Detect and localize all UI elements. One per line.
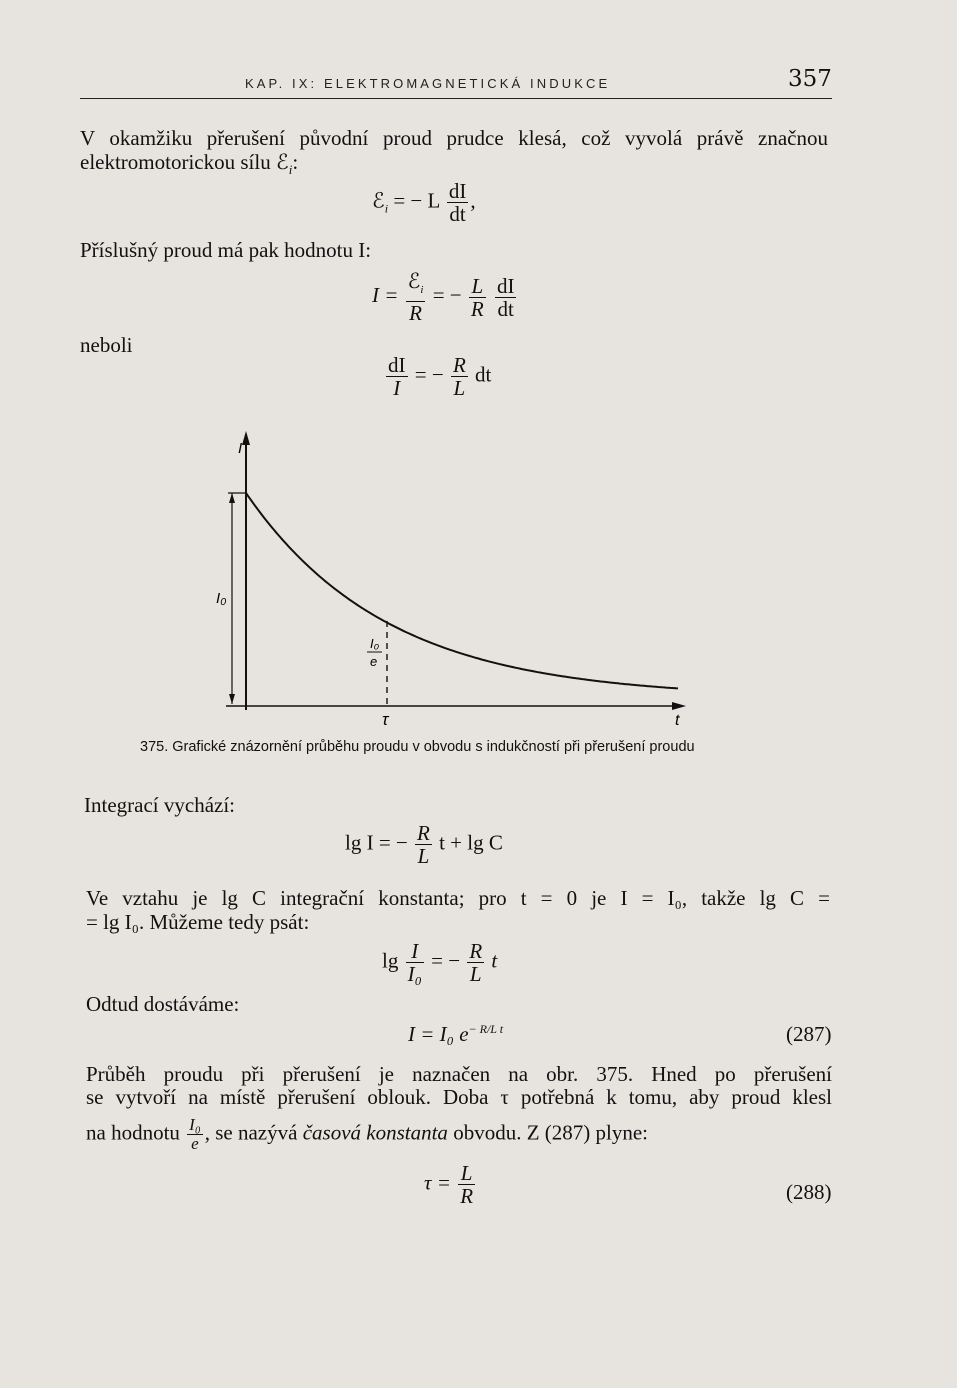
paragraph-line: Průběh proudu při přerušení je naznačen na obr. 375. Hned po přerušení [86, 1062, 832, 1086]
exponent: − R/L t [468, 1022, 504, 1036]
i0-label: I₀ [216, 590, 227, 607]
equation-emf [372, 180, 476, 225]
dimension-arrow-down [229, 694, 235, 704]
fraction [495, 275, 517, 320]
math-rel: = − [432, 282, 462, 307]
text-run: na hodnotu [86, 1120, 180, 1145]
dimension-arrow-up [229, 493, 235, 503]
numerator: ℰ$_i$ [406, 270, 426, 302]
equation-log [345, 822, 503, 867]
text-run: obvodu. Z (287) plyne: [453, 1120, 648, 1145]
header-rule [80, 98, 832, 99]
equation-number: (287) [786, 1022, 832, 1046]
fraction [447, 180, 469, 225]
paragraph-line: Integrací vychází: [84, 793, 235, 817]
numerator: dI [496, 273, 515, 298]
fraction [467, 940, 484, 985]
numerator: I [406, 940, 424, 963]
tau-label: τ [382, 710, 389, 729]
paragraph-line: neboli [80, 333, 133, 357]
figure-decay-graph [210, 425, 690, 730]
math-lhs: I = I₀ e [408, 1022, 469, 1046]
fraction [415, 822, 432, 867]
paragraph-line: Odtud dostáváme: [86, 992, 240, 1016]
denominator: dt [497, 296, 514, 321]
equation-differential [384, 354, 491, 399]
fraction [386, 354, 408, 399]
numerator: R [469, 939, 483, 963]
text-run: , se nazývá [204, 1120, 298, 1145]
text-run: elektromotorickou sílu ℰ [80, 150, 289, 174]
paragraph-line [80, 150, 298, 182]
emphasis: časová konstanta [302, 1120, 448, 1145]
math-rel: = − L [393, 188, 440, 213]
equation-log-ratio [382, 940, 497, 985]
equation-current [372, 270, 518, 324]
denominator: I [393, 376, 401, 400]
denominator: L [417, 844, 430, 868]
figure-caption: 375. Grafické znázornění průběhu proudu v obvodu s indukčností při přerušení proudu [140, 739, 695, 755]
denominator: R [409, 301, 422, 326]
math-rel: = − [431, 948, 461, 973]
i0-over-e-numerator: I₀ [370, 636, 380, 651]
fraction [458, 1162, 475, 1207]
paragraph-line: se vytvoří na místě přerušení oblouk. Doba τ potřebná k tomu, aby proud klesl [86, 1085, 832, 1109]
math-lhs: τ = [424, 1170, 451, 1195]
math-tail: t + lg C [439, 830, 503, 855]
denominator: L [453, 376, 466, 400]
running-header: KAP. IX: ELEKTROMAGNETICKÁ INDUKCE [245, 76, 611, 91]
denominator: e [191, 1134, 199, 1153]
equation-288 [424, 1162, 477, 1207]
text-run: : [292, 150, 299, 174]
fraction [469, 275, 486, 320]
y-axis-arrow [242, 431, 250, 445]
math-sub: i [384, 201, 389, 216]
fraction [406, 270, 426, 324]
paragraph-line [86, 1116, 648, 1153]
i0-over-e-denominator: e [370, 654, 378, 669]
paragraph-line: Ve vztahu je lg C integrační konstanta; pro t = 0 je I = I₀, takže lg C = [86, 886, 830, 910]
math-symbol: ℰ [372, 188, 385, 213]
numerator: dI [448, 179, 467, 203]
math-tail: t [491, 948, 498, 973]
equation-number: (288) [786, 1180, 832, 1204]
numerator: R [452, 353, 466, 377]
math-lhs: lg I = − [345, 830, 408, 855]
fraction [451, 354, 468, 399]
denominator: R [460, 1184, 474, 1208]
numerator: L [458, 1162, 475, 1185]
numerator: L [469, 275, 486, 298]
y-axis-label: I [238, 440, 243, 457]
equation-287 [408, 1022, 503, 1047]
math-rel: = − [414, 362, 444, 387]
paragraph-line: V okamžiku přerušení původní proud prudce klesá, což vyvolá právě značnou [80, 126, 828, 150]
inline-fraction [187, 1116, 203, 1153]
math-tail: , [470, 188, 476, 213]
decay-curve [246, 493, 678, 688]
numerator: I₀ [189, 1115, 201, 1134]
denominator: L [469, 962, 482, 986]
fraction [406, 940, 424, 985]
x-axis-label: t [675, 712, 680, 729]
denominator: R [470, 296, 484, 321]
math-tail: dt [475, 362, 492, 387]
x-axis-arrow [672, 702, 686, 710]
page-number: 357 [788, 66, 832, 92]
paragraph-line: Příslušný proud má pak hodnotu I: [80, 238, 372, 262]
numerator: R [417, 821, 430, 845]
denominator: dt [449, 202, 466, 226]
math-lhs: lg [382, 948, 399, 973]
paragraph-line: = lg I₀. Můžeme tedy psát: [86, 910, 310, 934]
math-lhs: I = [372, 282, 399, 307]
subscript: i [288, 162, 293, 178]
denominator: I₀ [407, 962, 422, 986]
numerator: dI [388, 353, 406, 377]
